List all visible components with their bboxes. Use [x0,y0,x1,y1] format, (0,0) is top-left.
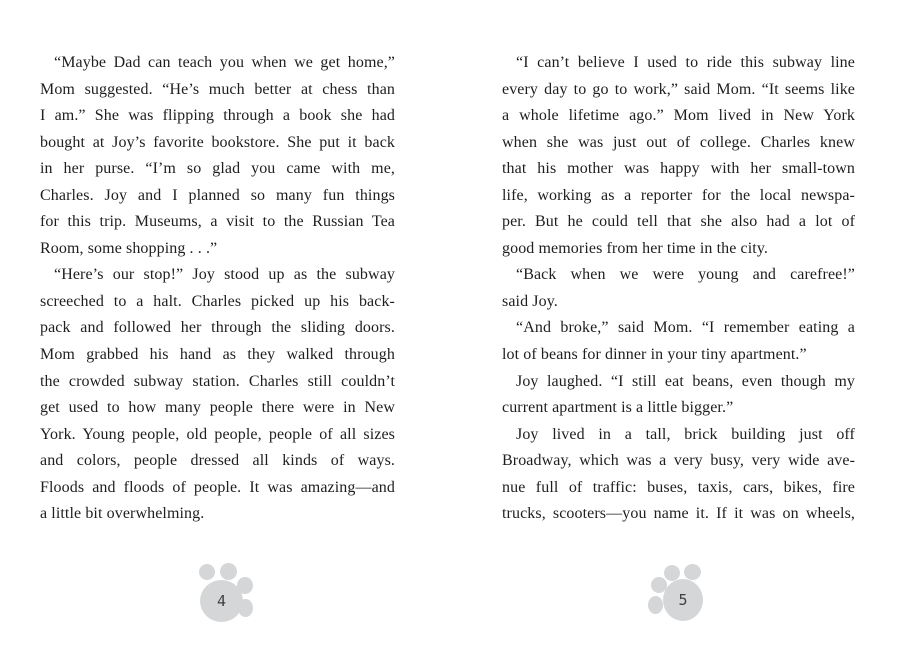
text-line: nue full of traffic: buses, taxis, cars, bikes, fire [502,478,855,496]
text-line: Room, some shopping . . .” [40,239,218,257]
paw-toe-icon [220,563,237,580]
text-line: for this trip. Museums, a visit to the Russian Tea [40,213,395,231]
text-line: life, working as a reporter for the local newspa- [502,186,855,204]
text-line: a whole lifetime ago.” Mom lived in New York [502,107,855,125]
text-line: Charles. Joy and I planned so many fun things [40,186,395,204]
paw-toe-icon [684,564,701,580]
text-line: York. Young people, old people, people of all sizes [40,425,395,443]
text-line: “I can’t believe I used to ride this subway line [516,54,855,71]
text-line: a little bit overwhelming. [40,505,205,523]
text-line: trucks, scooters—you name it. If it was on wheels, [502,505,855,523]
paw-toe-icon [648,596,663,614]
page-left-text [40,50,395,528]
text-line: that his mother was happy with her small-town [502,160,855,178]
text-line: every day to go to work,” said Mom. “It seems like [502,80,855,98]
paw-pad-icon [663,579,703,621]
paw-print-icon [199,563,255,623]
text-line: said Joy. [502,292,558,310]
paw-print-icon [648,563,703,623]
page-right-text [502,50,855,528]
text-line: Mom grabbed his hand as they walked through [40,346,395,364]
text-line: “And broke,” said Mom. “I remember eating a [516,319,855,337]
text-line: Mom suggested. “He’s much better at chess than [40,80,395,98]
page-number-left: 4 [216,592,227,610]
text-line: per. But he could tell that she also had a lot of [502,213,855,231]
page-number-right: 5 [678,591,688,609]
text-line: and colors, people dressed all kinds of ways. [40,452,395,470]
text-line: “Here’s our stop!” Joy stood up as the subway [54,266,395,284]
text-line: bought at Joy’s favorite bookstore. She put it back [40,133,395,151]
paw-pad-icon [200,580,243,622]
text-line: Joy lived in a tall, brick building just off [516,425,855,443]
text-line: “Maybe Dad can teach you when we get home,” [54,54,395,71]
text-line: get used to how many people there were in New [40,399,395,417]
text-line: current apartment is a little bigger.” [502,399,734,417]
text-line: Broadway, which was a very busy, very wide ave- [502,452,855,470]
text-line: the crowded subway station. Charles still couldn’t [40,372,395,390]
text-line: Floods and floods of people. It was amazing—and [40,478,395,496]
text-line: screeched to a halt. Charles picked up his back- [40,292,395,310]
text-line: “Back when we were young and carefree!” [516,266,855,284]
text-line: when she was just out of college. Charles knew [502,133,855,151]
text-line: in her purse. “I’m so glad you came with me, [40,160,395,178]
text-line: good memories from her time in the city. [502,239,769,257]
text-line: lot of beans for dinner in your tiny apartment.” [502,346,807,364]
paw-toe-icon [199,564,215,580]
text-line: I am.” She was flipping through a book she had [40,107,395,125]
text-line: pack and followed her through the sliding doors. [40,319,395,337]
text-line: Joy laughed. “I still eat beans, even though my [516,372,855,390]
